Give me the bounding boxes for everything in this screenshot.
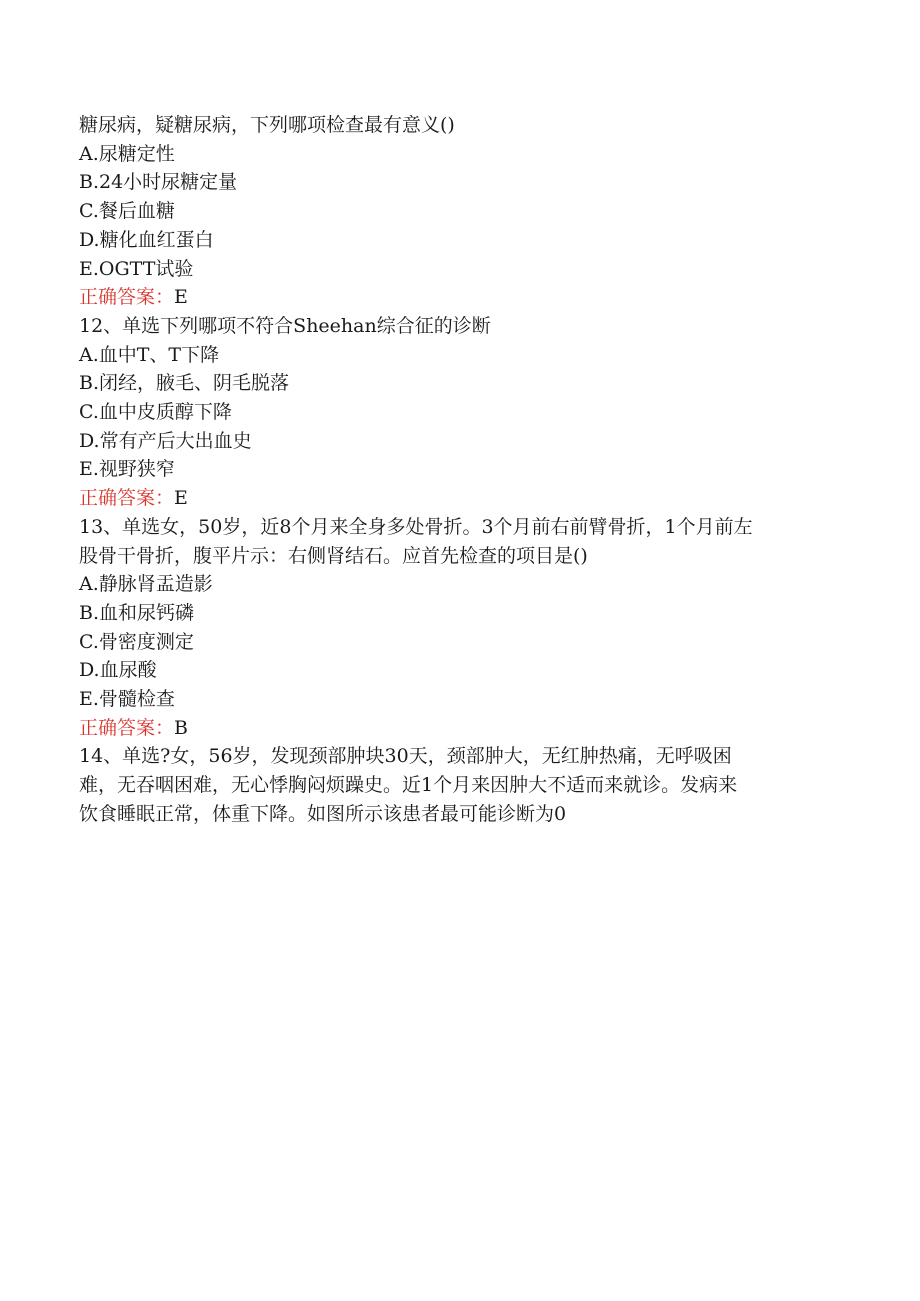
correct-answer [79, 283, 839, 312]
question-stem-line-2: 股骨干骨折，腹平片示：右侧肾结石。应首先检查的项目是() [79, 544, 588, 567]
correct-answer [79, 714, 839, 743]
option-d: D.糖化血红蛋白 [79, 228, 214, 251]
option-c: C.骨密度测定 [79, 630, 194, 653]
option-d: D.常有产后大出血史 [79, 429, 252, 452]
document-body [79, 111, 839, 829]
option-e: E.OGTT试验 [79, 257, 194, 280]
question-stem-line-1: 14、单选?女，56岁，发现颈部肿块30天，颈部肿大，无红肿热痛，无呼吸困 [79, 745, 732, 768]
option-e: E.视野狭窄 [79, 458, 175, 481]
question-stem: 糖尿病，疑糖尿病，下列哪项检查最有意义() [79, 114, 455, 136]
answer-value: E [174, 487, 188, 510]
question-stem: 12、单选下列哪项不符合Sheehan综合征的诊断 [79, 314, 491, 337]
option-a: A.尿糖定性 [79, 142, 175, 165]
question-13 [79, 513, 839, 743]
answer-value: B [174, 716, 188, 739]
answer-label: 正确答案： [79, 487, 175, 510]
option-c: C.餐后血糖 [79, 200, 175, 223]
option-d: D.血尿酸 [79, 659, 157, 682]
question-14 [79, 742, 839, 828]
option-b: B.血和尿钙磷 [79, 601, 195, 624]
correct-answer [79, 484, 839, 513]
option-c: C.血中皮质醇下降 [79, 401, 232, 424]
question-11 [79, 111, 839, 312]
option-e: E.骨髓检查 [79, 688, 175, 711]
option-b: B.24小时尿糖定量 [79, 171, 238, 194]
question-stem-line-3: 饮食睡眠正常，体重下降。如图所示该患者最可能诊断为0 [79, 802, 567, 825]
answer-label: 正确答案： [79, 716, 175, 739]
option-a: A.血中T、T下降 [79, 343, 220, 366]
answer-value: E [174, 286, 188, 309]
question-12 [79, 312, 839, 513]
answer-label: 正确答案： [79, 286, 175, 309]
option-a: A.静脉肾盂造影 [79, 573, 213, 596]
question-stem-line-2: 难，无吞咽困难，无心悸胸闷烦躁史。近1个月来因肿大不适而来就诊。发病来 [79, 774, 738, 797]
option-b: B.闭经，腋毛、阴毛脱落 [79, 372, 290, 395]
question-stem-line-1: 13、单选女，50岁，近8个月来全身多处骨折。3个月前右前臂骨折，1个月前左 [79, 515, 753, 538]
